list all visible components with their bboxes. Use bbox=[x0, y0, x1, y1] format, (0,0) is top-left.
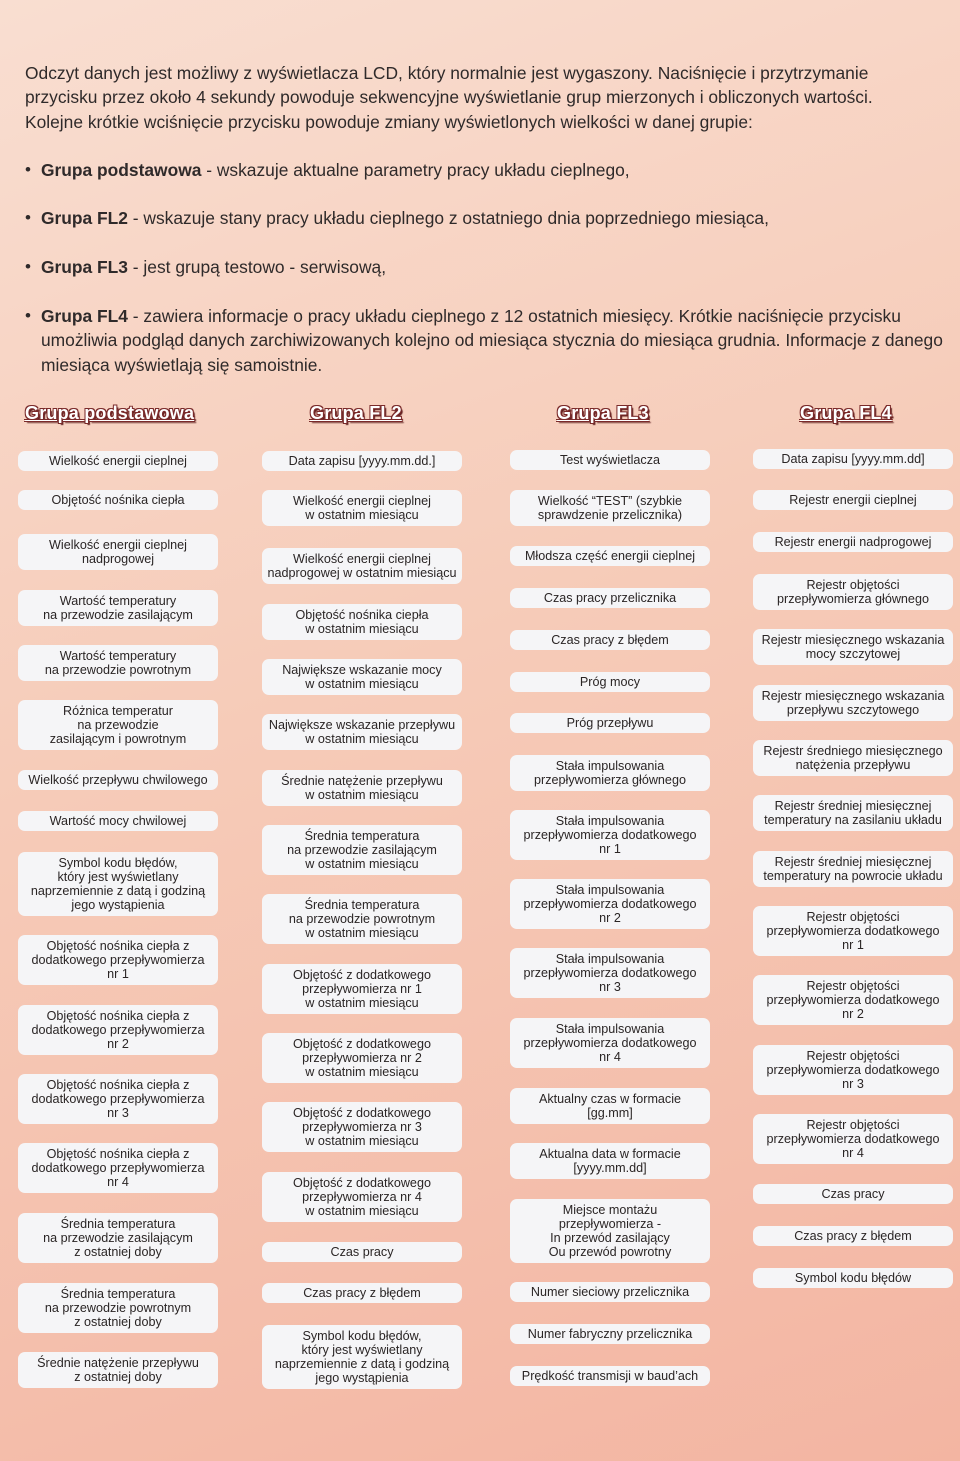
menu-item-fl4: Data zapisu [yyyy.mm.dd] bbox=[753, 449, 953, 469]
bullet-text: - zawiera informacje o pracy układu cieplnego z 12 ostatnich miesięcy. Krótkie naciśnięcie przycisku umożliwia podgląd danych zarchiwizowanych kolejno od miesiąca stycznia do miesiąca grudnia. Informacje z danego miesiąca wyświetlają się samoistnie. bbox=[41, 306, 943, 375]
menu-item-fl3: Prędkość transmisji w baud’ach bbox=[510, 1366, 710, 1386]
bullet-text: - wskazuje aktualne parametry pracy układu cieplnego, bbox=[201, 160, 630, 180]
menu-item-fl2: Symbol kodu błędów, który jest wyświetlany naprzemiennie z datą i godziną jego wystąpienia bbox=[262, 1325, 462, 1389]
menu-item-fl2: Objętość z dodatkowego przepływomierza nr 4 w ostatnim miesiącu bbox=[262, 1172, 462, 1222]
bullet-group-basic bbox=[25, 158, 955, 182]
menu-item-fl3: Aktualna data w formacie [yyyy.mm.dd] bbox=[510, 1143, 710, 1179]
menu-item-fl3: Czas pracy przelicznika bbox=[510, 588, 710, 608]
menu-item-fl4: Rejestr objętości przepływomierza dodatkowego nr 2 bbox=[753, 975, 953, 1025]
bullet-title: Grupa FL3 bbox=[41, 257, 128, 277]
menu-item-fl4: Rejestr średniego miesięcznego natężenia przepływu bbox=[753, 740, 953, 776]
menu-item-fl4: Rejestr średniej miesięcznej temperatury na zasilaniu układu bbox=[753, 795, 953, 831]
bullet-title: Grupa podstawowa bbox=[41, 160, 202, 180]
intro-line: Kolejne krótkie wciśnięcie przycisku powoduje zmiany wyświetlonych wielkości w danej grupie: bbox=[25, 111, 753, 132]
menu-item-basic: Objętość nośnika ciepła z dodatkowego przepływomierza nr 1 bbox=[18, 935, 218, 985]
bullet-dot: • bbox=[25, 208, 31, 227]
bullet-title: Grupa FL4 bbox=[41, 306, 128, 326]
menu-item-fl3: Stała impulsowania przepływomierza dodatkowego nr 2 bbox=[510, 879, 710, 929]
menu-item-fl2: Data zapisu [yyyy.mm.dd.] bbox=[262, 451, 462, 471]
column-title-fl3: Grupa FL3 bbox=[557, 403, 649, 423]
menu-item-fl4: Rejestr objętości przepływomierza dodatkowego nr 3 bbox=[753, 1045, 953, 1095]
column-title-fl2: Grupa FL2 bbox=[310, 403, 402, 423]
bullet-text: - wskazuje stany pracy układu cieplnego z ostatniego dnia poprzedniego miesiąca, bbox=[127, 208, 769, 228]
menu-item-fl3: Stała impulsowania przepływomierza głównego bbox=[510, 755, 710, 791]
menu-item-fl3: Numer fabryczny przelicznika bbox=[510, 1324, 710, 1344]
menu-item-fl4: Rejestr objętości przepływomierza dodatkowego nr 4 bbox=[753, 1114, 953, 1164]
menu-item-fl4: Rejestr miesięcznego wskazania mocy szczytowej bbox=[753, 629, 953, 665]
menu-item-fl2: Średnie natężenie przepływu w ostatnim miesiącu bbox=[262, 770, 462, 806]
menu-item-fl2: Czas pracy bbox=[262, 1242, 462, 1262]
menu-item-fl4: Rejestr energii nadprogowej bbox=[753, 532, 953, 552]
menu-item-fl2: Średnia temperatura na przewodzie powrotnym w ostatnim miesiącu bbox=[262, 894, 462, 944]
menu-item-fl2: Średnia temperatura na przewodzie zasilającym w ostatnim miesiącu bbox=[262, 825, 462, 875]
bullet-group-fl3 bbox=[25, 255, 955, 279]
menu-item-fl2: Objętość z dodatkowego przepływomierza nr 3 w ostatnim miesiącu bbox=[262, 1102, 462, 1152]
menu-item-fl4: Rejestr objętości przepływomierza dodatkowego nr 1 bbox=[753, 906, 953, 956]
menu-item-fl3: Test wyświetlacza bbox=[510, 450, 710, 470]
menu-item-fl3: Próg przepływu bbox=[510, 713, 710, 733]
bullet-group-fl2 bbox=[25, 206, 955, 230]
menu-item-fl3: Młodsza część energii cieplnej bbox=[510, 546, 710, 566]
menu-item-fl2: Największe wskazanie przepływu w ostatnim miesiącu bbox=[262, 714, 462, 750]
bullet-text: - jest grupą testowo - serwisową, bbox=[127, 257, 387, 277]
menu-item-basic: Objętość nośnika ciepła z dodatkowego przepływomierza nr 4 bbox=[18, 1143, 218, 1193]
menu-item-fl2: Objętość nośnika ciepła w ostatnim miesiącu bbox=[262, 604, 462, 640]
bullet-dot: • bbox=[25, 306, 31, 325]
menu-item-basic: Symbol kodu błędów, który jest wyświetlany naprzemiennie z datą i godziną jego wystąpienia bbox=[18, 852, 218, 916]
column-title-fl4: Grupa FL4 bbox=[800, 403, 892, 423]
menu-item-basic: Wielkość energii cieplnej bbox=[18, 451, 218, 471]
menu-item-fl3: Stała impulsowania przepływomierza dodatkowego nr 1 bbox=[510, 810, 710, 860]
column-title-basic: Grupa podstawowa bbox=[25, 403, 195, 423]
menu-item-fl3: Wielkość “TEST” (szybkie sprawdzenie przelicznika) bbox=[510, 490, 710, 526]
menu-item-basic: Średnia temperatura na przewodzie powrotnym z ostatniej doby bbox=[18, 1283, 218, 1333]
menu-item-fl4: Rejestr objętości przepływomierza głównego bbox=[753, 574, 953, 610]
menu-item-fl2: Objętość z dodatkowego przepływomierza nr 2 w ostatnim miesiącu bbox=[262, 1033, 462, 1083]
menu-item-basic: Wartość temperatury na przewodzie zasilającym bbox=[18, 590, 218, 626]
menu-item-fl3: Stała impulsowania przepływomierza dodatkowego nr 4 bbox=[510, 1018, 710, 1068]
bullet-group-fl4 bbox=[25, 304, 955, 377]
menu-item-basic: Objętość nośnika ciepła bbox=[18, 490, 218, 510]
menu-item-basic: Objętość nośnika ciepła z dodatkowego przepływomierza nr 3 bbox=[18, 1074, 218, 1124]
menu-item-fl4: Czas pracy bbox=[753, 1184, 953, 1204]
bullet-dot: • bbox=[25, 257, 31, 276]
bullet-dot: • bbox=[25, 160, 31, 179]
menu-item-fl4: Symbol kodu błędów bbox=[753, 1268, 953, 1288]
menu-item-fl3: Stała impulsowania przepływomierza dodatkowego nr 3 bbox=[510, 948, 710, 998]
menu-item-fl3: Czas pracy z błędem bbox=[510, 630, 710, 650]
menu-item-fl2: Objętość z dodatkowego przepływomierza nr 1 w ostatnim miesiącu bbox=[262, 964, 462, 1014]
menu-item-fl4: Rejestr miesięcznego wskazania przepływu szczytowego bbox=[753, 685, 953, 721]
intro-line: przycisku przez około 4 sekundy powoduje sekwencyjne wyświetlanie grup mierzonych i obliczonych wartości. bbox=[25, 87, 873, 108]
menu-item-fl4: Rejestr energii cieplnej bbox=[753, 490, 953, 510]
menu-item-fl2: Wielkość energii cieplnej nadprogowej w ostatnim miesiącu bbox=[262, 548, 462, 584]
menu-item-fl3: Numer sieciowy przelicznika bbox=[510, 1282, 710, 1302]
menu-item-basic: Wartość mocy chwilowej bbox=[18, 811, 218, 831]
menu-item-basic: Różnica temperatur na przewodzie zasilającym i powrotnym bbox=[18, 700, 218, 750]
menu-item-basic: Wartość temperatury na przewodzie powrotnym bbox=[18, 645, 218, 681]
menu-item-fl4: Rejestr średniej miesięcznej temperatury na powrocie układu bbox=[753, 851, 953, 887]
menu-item-fl3: Aktualny czas w formacie [gg.mm] bbox=[510, 1088, 710, 1124]
menu-item-fl3: Miejsce montażu przepływomierza - In przewód zasilający Ou przewód powrotny bbox=[510, 1199, 710, 1263]
intro-line: Odczyt danych jest możliwy z wyświetlacza LCD, który normalnie jest wygaszony. Naciśnięcie i przytrzymanie bbox=[25, 63, 869, 83]
menu-item-basic: Wielkość energii cieplnej nadprogowej bbox=[18, 534, 218, 570]
intro-paragraph bbox=[25, 61, 960, 134]
menu-item-fl4: Czas pracy z błędem bbox=[753, 1226, 953, 1246]
menu-item-fl2: Czas pracy z błędem bbox=[262, 1283, 462, 1303]
menu-item-fl2: Wielkość energii cieplnej w ostatnim miesiącu bbox=[262, 490, 462, 526]
menu-item-fl3: Próg mocy bbox=[510, 672, 710, 692]
menu-item-basic: Wielkość przepływu chwilowego bbox=[18, 770, 218, 790]
bullet-title: Grupa FL2 bbox=[41, 208, 128, 228]
menu-item-basic: Średnia temperatura na przewodzie zasilającym z ostatniej doby bbox=[18, 1213, 218, 1263]
menu-item-basic: Średnie natężenie przepływu z ostatniej doby bbox=[18, 1352, 218, 1388]
menu-item-basic: Objętość nośnika ciepła z dodatkowego przepływomierza nr 2 bbox=[18, 1005, 218, 1055]
menu-item-fl2: Największe wskazanie mocy w ostatnim miesiącu bbox=[262, 659, 462, 695]
